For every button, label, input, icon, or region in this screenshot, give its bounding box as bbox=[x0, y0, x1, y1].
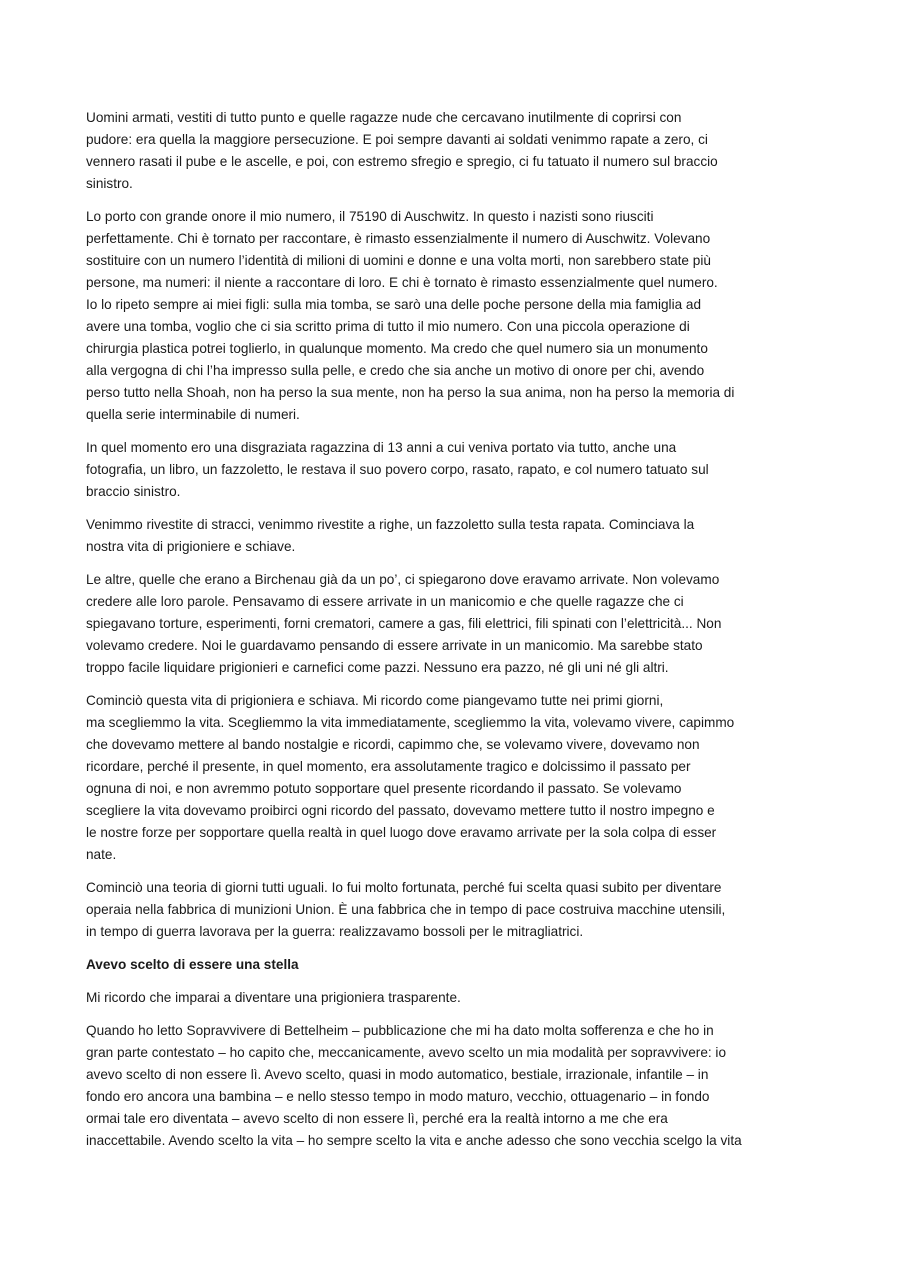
document-page bbox=[86, 107, 816, 1163]
paragraph-union-factory: Cominciò una teoria di giorni tutti uguali. Io fui molto fortunata, perché fui scelta quasi subito per diventare operaia nella fabbrica di munizioni Union. È una fabbrica che in tempo di pace costruiva macchine utensili, in tempo di guerra lavorava per la guerra: realizzavamo bossoli per le mitragliatrici. bbox=[86, 880, 726, 939]
paragraph-bettelheim: Quando ho letto Sopravvivere di Bettelheim – pubblicazione che mi ha dato molta sofferenza e che ho in gran parte contestato – ho capito che, meccanicamente, avevo scelto un mia modalità per sopravvivere: io avevo scelto di non essere lì. Avevo scelto, quasi in modo automatico, bestiale, irrazionale, infantile – in fondo ero ancora una bambina – e nello stesso tempo in modo maturo, vecchio, ottuagenario – in fondo ormai tale ero diventata – avevo scelto di non essere lì, perché era la realtà intorno a me che era inaccettabile. Avendo scelto la vita – ho sempre scelto la vita e anche adesso che sono vecchia scelgo la vita bbox=[86, 1023, 742, 1148]
paragraph-transparent-prisoner: Mi ricordo che imparai a diventare una prigioniera trasparente. bbox=[86, 990, 461, 1005]
section-heading: Avevo scelto di essere una stella bbox=[86, 957, 299, 972]
paragraph-birchenau: Le altre, quelle che erano a Birchenau già da un po’, ci spiegarono dove eravamo arrivate. Non volevamo credere alle loro parole. Pensavamo di essere arrivate in un manicomio e che quelle ragazze che ci spiegavano torture, esperimenti, forni crematori, camere a gas, fili elettrici, fili spinati con l’elettricità... Non volevamo credere. Noi le guardavamo pensando di essere arrivate in un manicomio. Ma sarebbe stato troppo facile liquidare prigionieri e carnefici come pazzi. Nessuno era pazzo, né gli uni né gli altri. bbox=[86, 572, 722, 675]
paragraph-rags: Venimmo rivestite di stracci, venimmo rivestite a righe, un fazzoletto sulla testa rapata. Cominciava la nostra vita di prigioniere e schiave. bbox=[86, 517, 695, 554]
paragraph-armed-men: Uomini armati, vestiti di tutto punto e quelle ragazze nude che cercavano inutilmente di coprirsi con pudore: era quella la maggiore persecuzione. E poi sempre davanti ai soldati venimmo rapate a zero, ci vennero rasati il pube e le ascelle, e poi, con estremo sfregio e spregio, ci fu tatuato il numero sul braccio sinistro. bbox=[86, 110, 718, 191]
paragraph-thirteen-years: In quel momento ero una disgraziata ragazzina di 13 anni a cui veniva portato via tutto, anche una fotografia, un libro, un fazzoletto, le restava il suo povero corpo, rasato, rapato, e col numero tatuato sul braccio sinistro. bbox=[86, 440, 709, 499]
paragraph-chose-life: Cominciò questa vita di prigioniera e schiava. Mi ricordo come piangevamo tutte nei primi giorni, ma scegliemmo la vita. Scegliemmo la vita immediatamente, scegliemmo la vita, volevamo vivere, capimmo che dovevamo mettere al bando nostalgie e ricordi, capimmo che, se volevamo vivere, dovevamo non ricordare, perché il presente, in quel momento, era assolutamente tragico e dolcissimo il passato per ognuna di noi, e non avremmo potuto sopportare quel presente ricordando il passato. Se volevamo scegliere la vita dovevamo proibirci ogni ricordo del passato, dovevamo mettere tutto il nostro impegno e le nostre forze per sopportare quella realtà in quel luogo dove eravamo arrivate per la sola colpa di esser nate. bbox=[86, 693, 735, 862]
paragraph-number-75190: Lo porto con grande onore il mio numero, il 75190 di Auschwitz. In questo i nazisti sono riusciti perfettamente. Chi è tornato per raccontare, è rimasto essenzialmente il numero di Auschwitz. Volevano sostituire con un numero l’identità di milioni di uomini e donne e una volta morti, non sarebbero state più persone, ma numeri: il niente a raccontare di loro. E chi è tornato è rimasto essenzialmente quel numero. Io lo ripeto sempre ai miei figli: sulla mia tomba, se sarò una delle poche persone della mia famiglia ad avere una tomba, voglio che ci sia scritto prima di tutto il mio numero. Con una piccola operazione di chirurgia plastica potrei toglierlo, in qualunque momento. Ma credo che quel numero sia un monumento alla vergogna di chi l’ha impresso sulla pelle, e credo che sia anche un motivo di onore per chi, avendo perso tutto nella Shoah, non ha perso la sua mente, non ha perso la sua anima, non ha perso la memoria di quella serie interminabile di numeri. bbox=[86, 209, 735, 422]
